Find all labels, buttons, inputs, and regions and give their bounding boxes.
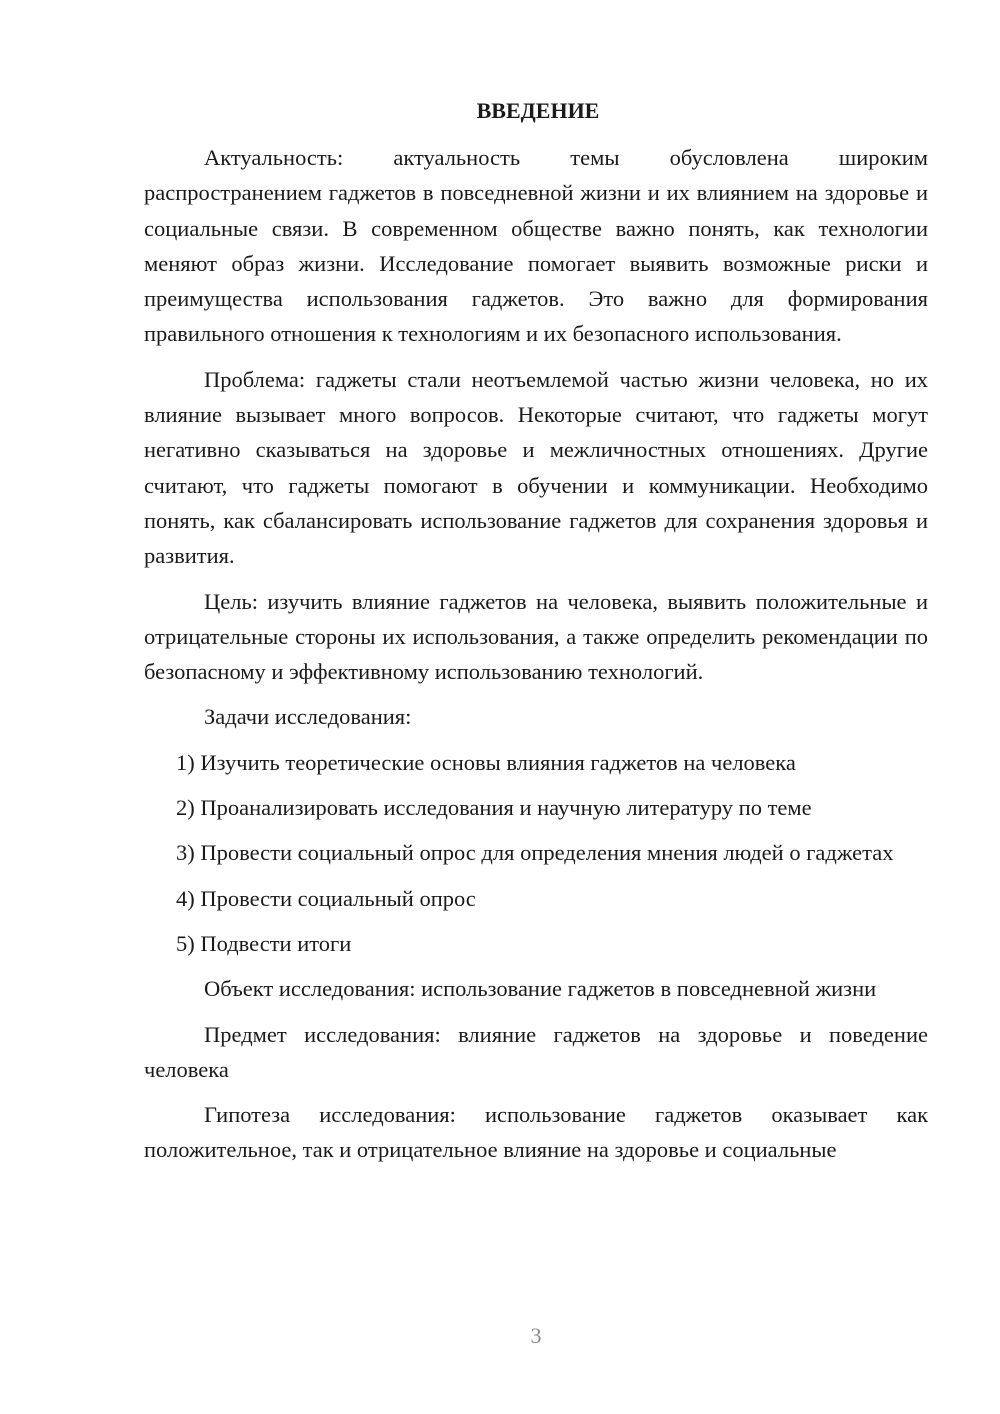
section-heading: ВВЕДЕНИЕ bbox=[476, 98, 600, 123]
task-item-2: 2) Проанализировать исследования и научную литературу по теме bbox=[176, 795, 812, 821]
page-number: 3 bbox=[530, 1323, 542, 1348]
task-item-1: 1) Изучить теоретические основы влияния гаджетов на человека bbox=[176, 749, 796, 775]
subject-paragraph: Предмет исследования: влияние гаджетов на здоровье и поведение человека bbox=[144, 1021, 928, 1082]
hypothesis-paragraph: Гипотеза исследования: использование гаджетов оказывает как положительное, так и отрицательное влияние на здоровье и социальные bbox=[144, 1102, 928, 1163]
page-content bbox=[144, 96, 928, 1168]
problem-paragraph: Проблема: гаджеты стали неотъемлемой частью жизни человека, но их влияние вызывает много вопросов. Некоторые считают, что гаджеты могут негативно сказываться на здоровье и межличностных отношениях. Другие считают, что гаджеты помогают в обучении и коммуникации. Необходимо понять, как сбалансировать использование гаджетов для сохранения здоровья и развития. bbox=[144, 366, 928, 569]
goal-paragraph: Цель: изучить влияние гаджетов на человека, выявить положительные и отрицательные стороны их использования, а также определить рекомендации по безопасному и эффективному использованию технологий. bbox=[144, 588, 928, 685]
task-item-5: 5) Подвести итоги bbox=[176, 930, 352, 956]
relevance-paragraph: Актуальность: актуальность темы обусловлена широким распространением гаджетов в повседневной жизни и их влиянием на здоровье и социальные связи. В современном обществе важно понять, как технологии меняют образ жизни. Исследование помогает выявить возможные риски и преимущества использования гаджетов. Это важно для формирования правильного отношения к технологиям и их безопасного использования. bbox=[144, 145, 928, 347]
task-item-3: 3) Провести социальный опрос для определения мнения людей о гаджетах bbox=[176, 840, 894, 866]
object-paragraph: Объект исследования: использование гаджетов в повседневной жизни bbox=[204, 976, 877, 1002]
tasks-heading: Задачи исследования: bbox=[204, 704, 412, 730]
task-item-4: 4) Провести социальный опрос bbox=[176, 885, 476, 911]
